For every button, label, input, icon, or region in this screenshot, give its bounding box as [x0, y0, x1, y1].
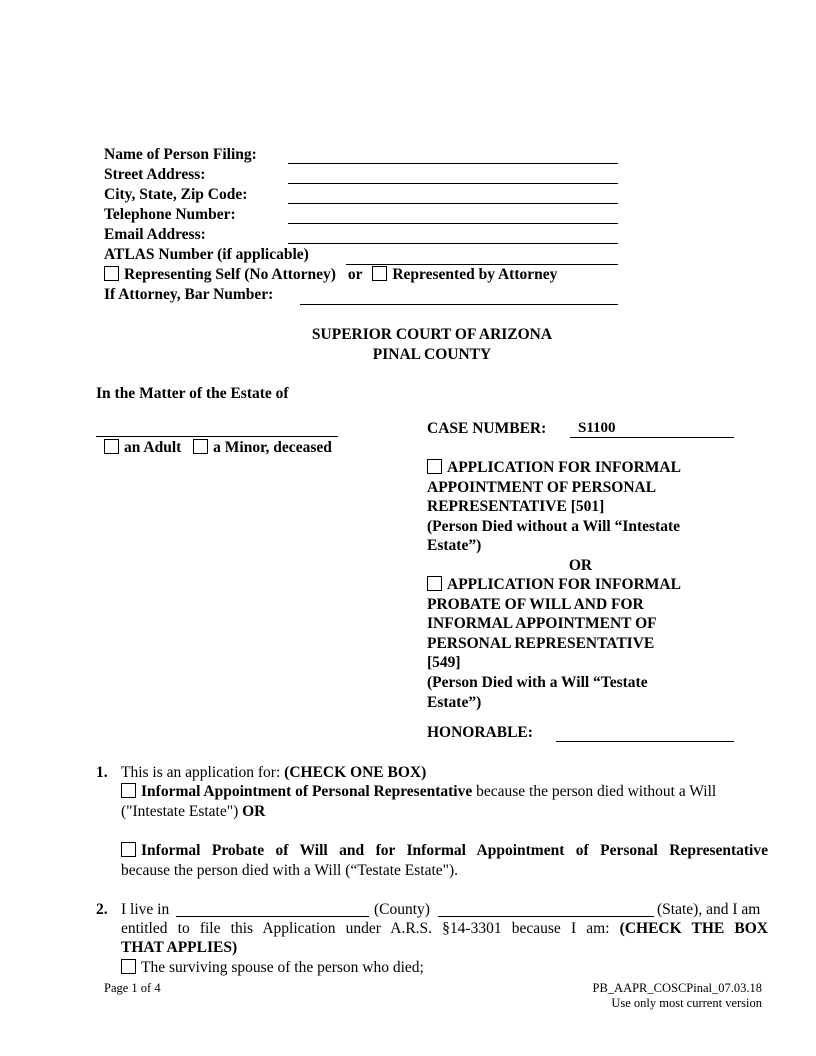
intestate-option-bold: Informal Appointment of Personal Representative	[141, 783, 473, 800]
application-testate-line: INFORMAL APPOINTMENT OF	[427, 615, 657, 633]
application-testate-line: Estate”)	[427, 693, 482, 711]
footer-version-note: Use only most current version	[611, 996, 762, 1010]
application-intestate-line: REPRESENTATIVE [501]	[427, 498, 605, 516]
intestate-option-text: because the person died without a Will	[476, 783, 717, 800]
state-field[interactable]	[438, 916, 654, 917]
section-2-check-box: (CHECK THE BOX	[619, 920, 768, 937]
minor-label: a Minor, deceased	[213, 439, 332, 456]
section-1-intro: This is an application for:	[121, 764, 281, 781]
application-intestate-checkbox[interactable]	[427, 459, 442, 474]
application-intestate	[427, 458, 681, 556]
testate-option-checkbox[interactable]	[121, 842, 136, 857]
honorable-field[interactable]	[556, 741, 734, 742]
court-county: PINAL COUNTY	[372, 346, 492, 363]
footer-form-id: PB_AAPR_COSCPinal_07.03.18	[592, 981, 762, 995]
surviving-spouse-label: The surviving spouse of the person who died;	[141, 959, 424, 976]
section-1-option-intestate	[121, 782, 716, 802]
application-testate-line: (Person Died with a Will “Testate	[427, 673, 648, 691]
section-2-number: 2.	[96, 901, 108, 918]
case-number-label: CASE NUMBER:	[427, 420, 547, 437]
section-1-check-one: (CHECK ONE BOX)	[284, 764, 427, 781]
testate-option-bold: Informal Probate of Will and for Informal Appointment of Personal Representative	[141, 842, 768, 859]
application-intestate-line: APPOINTMENT OF PERSONAL	[427, 478, 657, 496]
application-intestate-line: Estate”)	[427, 537, 482, 555]
section-1-option-intestate-line2	[121, 802, 265, 822]
honorable-label: HONORABLE:	[427, 724, 533, 741]
surviving-spouse-checkbox[interactable]	[121, 959, 136, 974]
section-1-intro-row	[121, 763, 426, 783]
label-city-state-zip: City, State, Zip Code:	[104, 186, 248, 203]
application-testate-checkbox[interactable]	[427, 576, 442, 591]
application-testate	[427, 575, 681, 712]
label-street-address: Street Address:	[104, 166, 206, 183]
label-bar-number: If Attorney, Bar Number:	[104, 286, 274, 303]
field-city-state-zip[interactable]	[288, 203, 618, 204]
adult-minor-row	[104, 438, 332, 458]
section-2-that-applies: THAT APPLIES)	[121, 939, 238, 956]
case-number-value: S1100	[578, 420, 616, 436]
adult-label: an Adult	[124, 439, 182, 456]
county-field[interactable]	[176, 916, 369, 917]
intestate-option-or: OR	[242, 803, 266, 820]
court-title: SUPERIOR COURT OF ARIZONA	[311, 326, 553, 343]
application-testate-line: APPLICATION FOR INFORMAL	[447, 576, 681, 593]
field-decedent-name[interactable]	[96, 436, 338, 437]
label-name-of-person-filing: Name of Person Filing:	[104, 146, 257, 163]
adult-checkbox[interactable]	[104, 439, 119, 454]
representing-self-label: Representing Self (No Attorney)	[124, 266, 336, 283]
application-testate-line: [549]	[427, 654, 461, 672]
section-2-line2	[121, 919, 768, 939]
footer-page-number: Page 1 of 4	[104, 981, 161, 995]
section-2-option-spouse	[121, 958, 424, 978]
section-2-entitled: entitled to file this Application under A.R.S. §14-3301 because I am:	[121, 920, 610, 937]
intestate-option-line2: ("Intestate Estate")	[121, 803, 239, 820]
matter-title: In the Matter of the Estate of	[96, 385, 289, 402]
field-name-of-person-filing[interactable]	[288, 163, 618, 164]
represented-by-attorney-label: Represented by Attorney	[392, 266, 558, 283]
application-intestate-line: APPLICATION FOR INFORMAL	[447, 459, 681, 476]
label-telephone-number: Telephone Number:	[104, 206, 236, 223]
intestate-option-checkbox[interactable]	[121, 783, 136, 798]
testate-option-line2: because the person died with a Will (“Testate Estate").	[121, 862, 459, 879]
or-separator: OR	[568, 557, 593, 574]
field-telephone-number[interactable]	[288, 223, 618, 224]
representing-self-checkbox[interactable]	[104, 266, 119, 281]
label-atlas-number: ATLAS Number (if applicable)	[104, 246, 309, 263]
or-text: or	[347, 266, 363, 283]
field-street-address[interactable]	[288, 183, 618, 184]
represented-by-attorney-checkbox[interactable]	[372, 266, 387, 281]
application-testate-line: PERSONAL REPRESENTATIVE	[427, 634, 655, 652]
application-intestate-line: (Person Died without a Will “Intestate	[427, 517, 681, 535]
field-bar-number[interactable]	[300, 304, 618, 305]
minor-checkbox[interactable]	[193, 439, 208, 454]
section-2-county: (County)	[374, 901, 430, 918]
section-1-number: 1.	[96, 764, 108, 781]
field-email-address[interactable]	[288, 243, 618, 244]
application-testate-line: PROBATE OF WILL AND FOR	[427, 595, 644, 613]
label-email-address: Email Address:	[104, 226, 206, 243]
representation-row	[104, 265, 557, 285]
section-2-state: (State), and I am	[657, 901, 761, 918]
section-2-i-live: I live in	[121, 901, 170, 918]
section-1-option-testate	[121, 841, 768, 861]
